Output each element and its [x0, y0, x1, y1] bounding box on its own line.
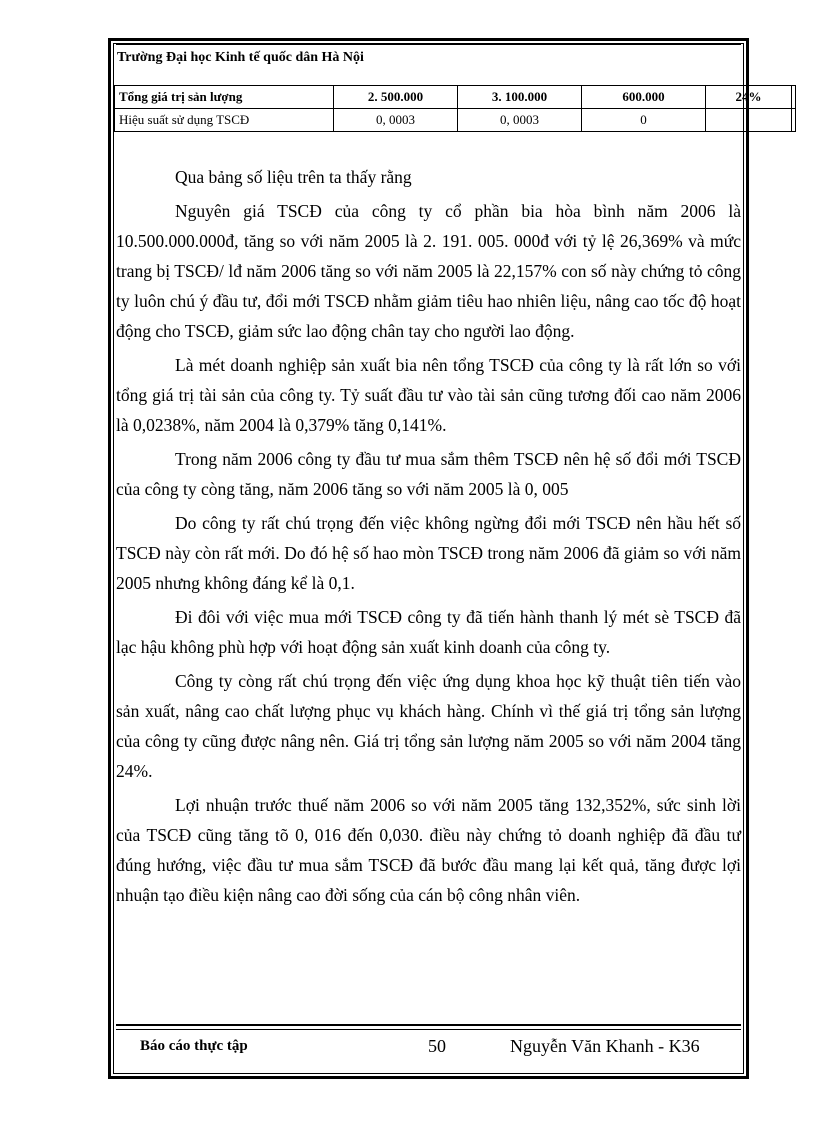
- header-school-name: Trường Đại học Kinh tế quốc dân Hà Nội: [117, 50, 364, 65]
- footer-rule-thick: [116, 1024, 741, 1026]
- table-cell: 3. 100.000: [458, 86, 582, 109]
- paragraph: Nguyên giá TSCĐ của công ty cổ phần bia hòa bình năm 2006 là 10.500.000.000đ, tăng so với năm 2005 là 2. 191. 005. 000đ với tỷ lệ 26,369% và mức trang bị TSCĐ/ lđ năm 2006 tăng so với năm 2005 là 22,157% con số này chứng tỏ công ty luôn chú ý đầu tư, đổi mới TSCĐ nhằm giảm tiêu hao nhiên liệu, nâng cao tốc độ hoạt động cho TSCĐ, giảm sức lao động chân tay cho người lao động.: [116, 201, 741, 341]
- header-rule-thick: [116, 39, 741, 41]
- table-cell-label: Hiệu suất sử dụng TSCĐ: [115, 109, 334, 132]
- footer-rule-thin: [116, 1029, 741, 1030]
- paragraph: Do công ty rất chú trọng đến việc không ngừng đổi mới TSCĐ nên hầu hết số TSCĐ này còn rất mới. Do đó hệ số hao mòn TSCĐ trong năm 2006 đã giảm so với năm 2005 nhưng không đáng kể là 0,1.: [116, 513, 741, 593]
- footer-author: Nguyễn Văn Khanh - K36: [510, 1036, 700, 1056]
- table-row: [115, 86, 796, 109]
- table-cell-edge: [792, 109, 796, 132]
- page-number: 50: [428, 1036, 446, 1056]
- table-cell: 600.000: [582, 86, 706, 109]
- paragraph: Công ty còng rất chú trọng đến việc ứng dụng khoa học kỹ thuật tiên tiến vào sản xuất, nâng cao chất lượng phục vụ khách hàng. Chính vì thế giá trị tổng sản lượng của công ty cũng được nâng nên. Giá trị tổng sản lượng năm 2005 so với năm 2004 tăng 24%.: [116, 671, 741, 781]
- table-cell-label: Tổng giá trị sản lượng: [115, 86, 334, 109]
- paragraph: Qua bảng số liệu trên ta thấy rằng: [175, 167, 412, 187]
- table-cell: [706, 109, 792, 132]
- paragraph: Trong năm 2006 công ty đầu tư mua sắm thêm TSCĐ nên hệ số đổi mới TSCĐ của công ty còng tăng, năm 2006 tăng so với năm 2005 là 0, 005: [116, 449, 741, 499]
- table-cell: 0, 0003: [458, 109, 582, 132]
- footer-report-label: Báo cáo thực tập: [140, 1038, 248, 1054]
- paragraph: Lợi nhuận trước thuế năm 2006 so với năm 2005 tăng 132,352%, sức sinh lời của TSCĐ cũng tăng tõ 0, 016 đến 0,030. điều này chứng tỏ doanh nghiệp đã đầu tư đúng hướng, việc đầu tư mua sắm TSCĐ đã bước đầu mang lại kết quả, tăng được lợi nhuận tạo điều kiện nâng cao đời sống của cán bộ công nhân viên.: [116, 795, 741, 905]
- table-cell: 0: [582, 109, 706, 132]
- stats-table: [114, 85, 796, 132]
- table-cell: 0, 0003: [334, 109, 458, 132]
- table-cell-edge: [792, 86, 796, 109]
- paragraph: Là mét doanh nghiệp sản xuất bia nên tổng TSCĐ của công ty là rất lớn so với tổng giá trị tài sản của công ty. Tỷ suất đầu tư vào tài sản cũng tương đối cao năm 2006 là 0,0238%, năm 2004 là 0,379% tăng 0,141%.: [116, 355, 741, 435]
- table-cell: 24%: [706, 86, 792, 109]
- header-rule-thin: [116, 44, 741, 45]
- body-text: [116, 162, 741, 914]
- table-row: [115, 109, 796, 132]
- paragraph: Đi đôi với việc mua mới TSCĐ công ty đã tiến hành thanh lý mét sè TSCĐ đã lạc hậu không phù hợp với hoạt động sản xuất kinh doanh của công ty.: [116, 607, 741, 657]
- table-cell: 2. 500.000: [334, 86, 458, 109]
